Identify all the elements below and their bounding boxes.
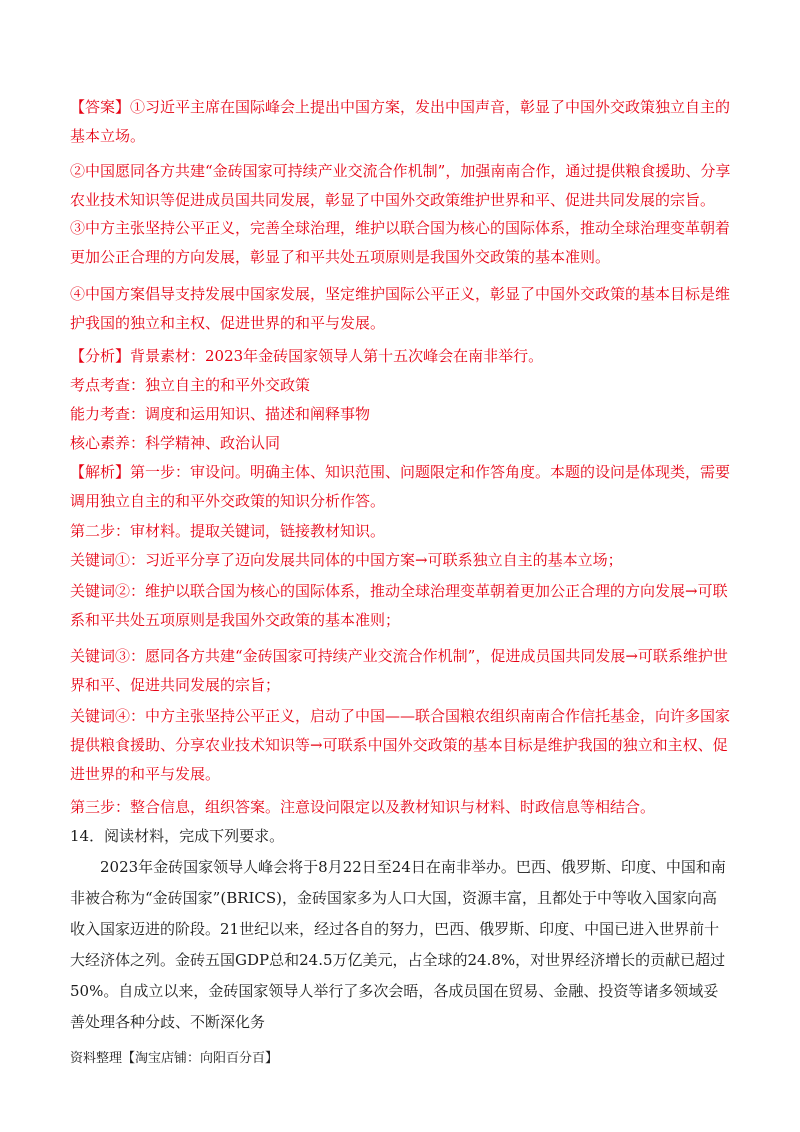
analysis-background: 【分析】背景素材：2023年金砖国家领导人第十五次峰会在南非举行。 bbox=[70, 347, 544, 365]
explanation-step-3: 第三步：整合信息，组织答案。注意设问限定以及教材知识与材料、时政信息等相结合。 bbox=[70, 798, 656, 816]
keyword-4: 关键词④：中方主张坚持公平正义，启动了中国——联合国粮农组织南南合作信托基金，向许多国家提供粮食援助、分享农业技术知识等→可联系中国外交政策的基本目标是维护我国的独立和主权、促进世界的和平与发展。 bbox=[70, 707, 731, 783]
analysis-topic: 考点考查：独立自主的和平外交政策 bbox=[70, 376, 311, 394]
question-number-line: 14．阅读材料，完成下列要求。 bbox=[70, 827, 285, 845]
page-footer: 资料整理【淘宝店铺：向阳百分百】 bbox=[70, 1051, 279, 1066]
answer-paragraph-4: ④中国方案倡导支持发展中国家发展，坚定维护国际公平正义，彰显了中国外交政策的基本目标是维护我国的独立和主权、促进世界的和平与发展。 bbox=[70, 285, 731, 332]
answer-paragraph-1: 【答案】①习近平主席在国际峰会上提出中国方案，发出中国声音，彰显了中国外交政策独立自主的基本立场。 bbox=[70, 98, 731, 145]
explanation-step-1: 【解析】第一步：审设问。明确主体、知识范围、问题限定和作答角度。本题的设问是体现类，需要调用独立自主的和平外交政策的知识分析作答。 bbox=[70, 463, 731, 510]
keyword-2: 关键词②：维护以联合国为核心的国际体系，推动全球治理变革朝着更加公正合理的方向发展→可联系和平共处五项原则是我国外交政策的基本准则； bbox=[70, 582, 728, 629]
explanation-step-2: 第二步：审材料。提取关键词，链接教材知识。 bbox=[70, 522, 386, 540]
answer-paragraph-2: ②中国愿同各方共建“金砖国家可持续产业交流合作机制”，加强南南合作，通过提供粮食援助、分享农业技术知识等促进成员国共同发展，彰显了中国外交政策维护世界和平、促进共同发展的宗旨。 bbox=[70, 162, 731, 209]
keyword-3: 关键词③：愿同各方共建“金砖国家可持续产业交流合作机制”，促进成员国共同发展→可联系维护世界和平、促进共同发展的宗旨； bbox=[70, 647, 728, 694]
analysis-literacy: 核心素养：科学精神、政治认同 bbox=[70, 434, 281, 452]
keyword-1: 关键词①：习近平分享了迈向发展共同体的中国方案→可联系独立自主的基本立场； bbox=[70, 551, 623, 569]
answer-paragraph-3: ③中方主张坚持公平正义，完善全球治理，维护以联合国为核心的国际体系，推动全球治理变革朝着更加公正合理的方向发展，彰显了和平共处五项原则是我国外交政策的基本准则。 bbox=[70, 219, 731, 266]
question-material: 2023年金砖国家领导人峰会将于8月22日至24日在南非举办。巴西、俄罗斯、印度、中国和南非被合称为“金砖国家”(BRICS)，金砖国家多为人口大国，资源丰富，且都处于中等收入国家向高收入国家迈进的阶段。21世纪以来，经过各自的努力，巴西、俄罗斯、印度、中国已进入世界前十大经济体之列。金砖五国GDP总和24.5万亿美元，占全球的24.8%，对世界经济增长的贡献已超过50%。自成立以来，金砖国家领导人举行了多次会晤，各成员国在贸易、金融、投资等诸多领域妥善处理各种分歧、不断深化务 bbox=[70, 858, 726, 1031]
analysis-ability: 能力考查：调度和运用知识、描述和阐释事物 bbox=[70, 405, 371, 423]
